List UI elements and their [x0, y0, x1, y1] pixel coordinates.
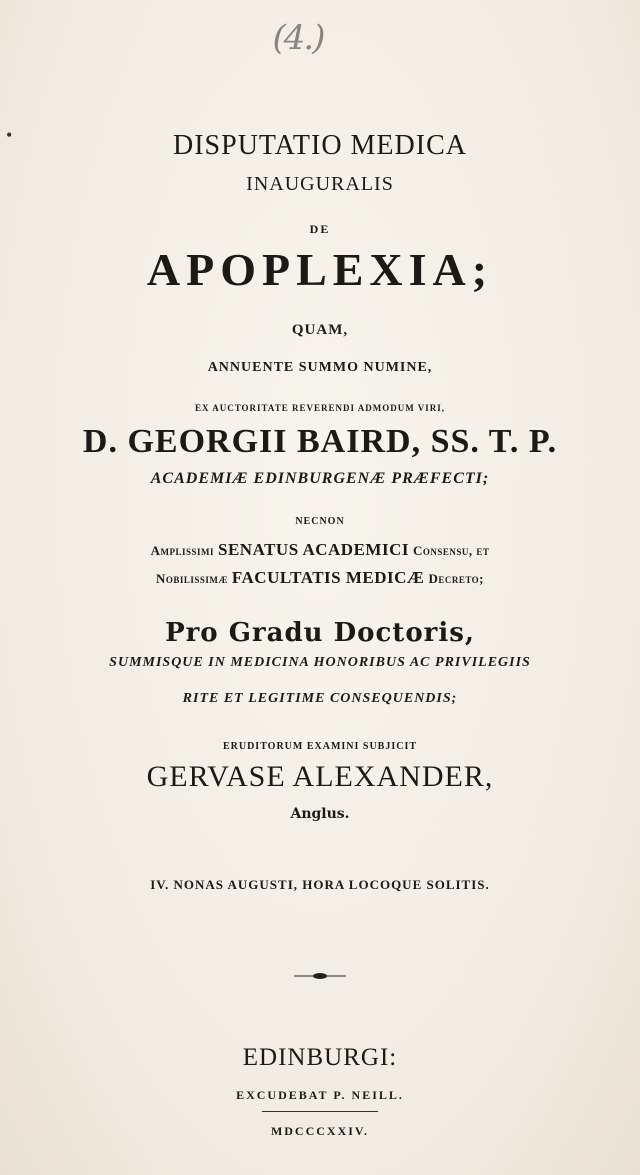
senatus-suffix: Consensu, et	[412, 543, 490, 558]
handwritten-shelf-mark: (4.)	[272, 18, 324, 58]
auctoritate-line: EX AUCTORITATE REVERENDI ADMODUM VIRI,	[194, 403, 446, 413]
imprint-rule	[262, 1111, 378, 1112]
academiae-line: ACADEMIÆ EDINBURGENÆ PRÆFECTI;	[150, 470, 490, 487]
necnon-line: NECNON	[295, 516, 345, 527]
date-line: IV. NONAS AUGUSTI, HORA LOCOQUE SOLITIS.	[150, 877, 490, 892]
senatus-main: SENATUS ACADEMICI	[218, 540, 409, 559]
subject-title: APOPLEXIA;	[146, 244, 494, 295]
senatus-line	[0, 540, 640, 560]
author-nationality: Anglus.	[290, 806, 350, 822]
facultatis-prefix: Nobilissimæ	[155, 571, 228, 586]
imprint-year: MDCCCXXIV.	[270, 1124, 370, 1138]
author-name: GERVASE ALEXANDER,	[146, 760, 494, 793]
summisque-line: SUMMISQUE IN MEDICINA HONORIBUS AC PRIVILEGIIS	[109, 655, 531, 670]
annuente-line: ANNUENTE SUMMO NUMINE,	[207, 360, 433, 375]
eruditorum-line: ERUDITORUM EXAMINI SUBJICIT	[222, 741, 418, 752]
quam-line: QUAM,	[291, 322, 349, 338]
title-inauguralis: INAUGURALIS	[246, 173, 394, 195]
divider-ornament	[292, 972, 348, 980]
imprint-printer: EXCUDEBAT P. NEILL.	[236, 1088, 404, 1102]
imprint-place: EDINBURGI:	[242, 1044, 398, 1071]
facultatis-main: FACULTATIS MEDICÆ	[231, 568, 425, 587]
title-disputatio-medica: DISPUTATIO MEDICA	[173, 130, 467, 161]
title-de: DE	[309, 222, 331, 236]
principal-name: D. GEORGII BAIRD, SS. T. P.	[82, 423, 558, 460]
ink-mark: •	[6, 125, 13, 145]
pro-gradu-doctoris: Pro Gradu Doctoris,	[165, 618, 475, 648]
facultatis-suffix: Decreto;	[428, 571, 485, 586]
facultatis-line	[0, 568, 640, 588]
senatus-prefix: Amplissimi	[150, 543, 214, 558]
rite-line: RITE ET LEGITIME CONSEQUENDIS;	[182, 691, 458, 706]
